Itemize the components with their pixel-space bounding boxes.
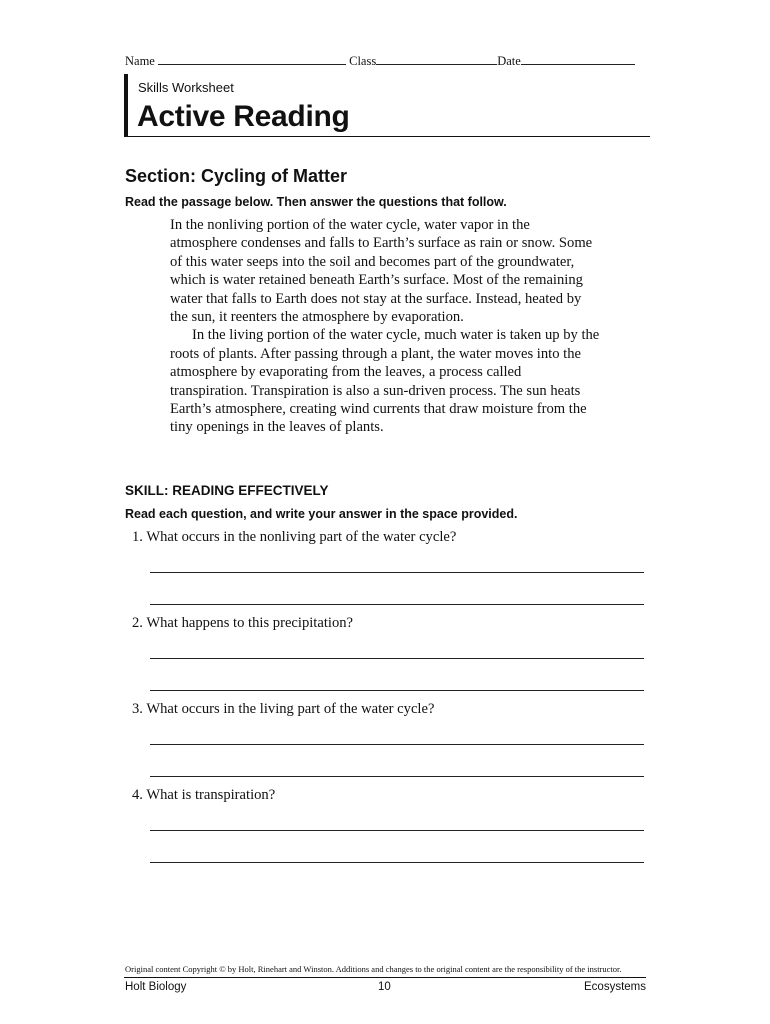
page-number: 10 bbox=[378, 981, 391, 993]
section-title: Section: Cycling of Matter bbox=[125, 166, 348, 186]
copyright-notice: Original content Copyright © by Holt, Rinehart and Winston. Additions and changes to the original content are the responsibility of the instructor. bbox=[125, 964, 622, 974]
passage-paragraph-2: In the living portion of the water cycle, much water is taken up by the roots of plants. After passing through a plant, the water moves into the atmosphere by evaporating from the leaves, a process called transpiration. Transpiration is also a sun-driven process. The sun heats Earth’s atmosphere, creating wind currents that draw moisture from the tiny openings in the leaves of plants. bbox=[170, 327, 600, 436]
page-title: Active Reading bbox=[137, 100, 350, 133]
answer-line[interactable] bbox=[150, 658, 644, 659]
answer-line[interactable] bbox=[150, 830, 644, 831]
answer-line[interactable] bbox=[150, 862, 644, 863]
footer-book-title: Holt Biology bbox=[125, 981, 187, 993]
question-1: 1. What occurs in the nonliving part of the water cycle? bbox=[132, 529, 457, 545]
date-blank bbox=[521, 53, 635, 65]
reading-passage bbox=[170, 216, 600, 437]
question-4: 4. What is transpiration? bbox=[132, 787, 276, 803]
date-label: Date bbox=[497, 54, 521, 68]
class-label: Class bbox=[349, 54, 377, 68]
question-3: 3. What occurs in the living part of the water cycle? bbox=[132, 701, 435, 717]
name-class-date-header bbox=[125, 53, 635, 69]
answer-line[interactable] bbox=[150, 776, 644, 777]
footer-divider bbox=[124, 977, 646, 978]
name-label: Name bbox=[125, 54, 155, 68]
question-2: 2. What happens to this precipitation? bbox=[132, 615, 354, 631]
skill-heading: SKILL: READING EFFECTIVELY bbox=[125, 483, 329, 498]
worksheet-type-label: Skills Worksheet bbox=[138, 80, 234, 95]
passage-instructions: Read the passage below. Then answer the questions that follow. bbox=[125, 195, 507, 209]
answer-line[interactable] bbox=[150, 744, 644, 745]
name-blank bbox=[158, 53, 346, 65]
skill-instructions: Read each question, and write your answer in the space provided. bbox=[125, 507, 518, 521]
title-block bbox=[124, 74, 650, 137]
answer-line[interactable] bbox=[150, 690, 644, 691]
answer-line[interactable] bbox=[150, 572, 644, 573]
answer-line[interactable] bbox=[150, 604, 644, 605]
passage-paragraph-1: In the nonliving portion of the water cycle, water vapor in the atmosphere condenses and falls to Earth’s surface as rain or snow. Some of this water seeps into the soil and becomes part of the groundwater, which is water retained beneath Earth’s surface. Most of the remaining water that falls to Earth does not stay at the surface. Instead, heated by the sun, it reenters the atmosphere by evaporation. bbox=[170, 217, 593, 326]
footer-chapter: Ecosystems bbox=[584, 981, 646, 993]
class-blank bbox=[376, 53, 497, 65]
